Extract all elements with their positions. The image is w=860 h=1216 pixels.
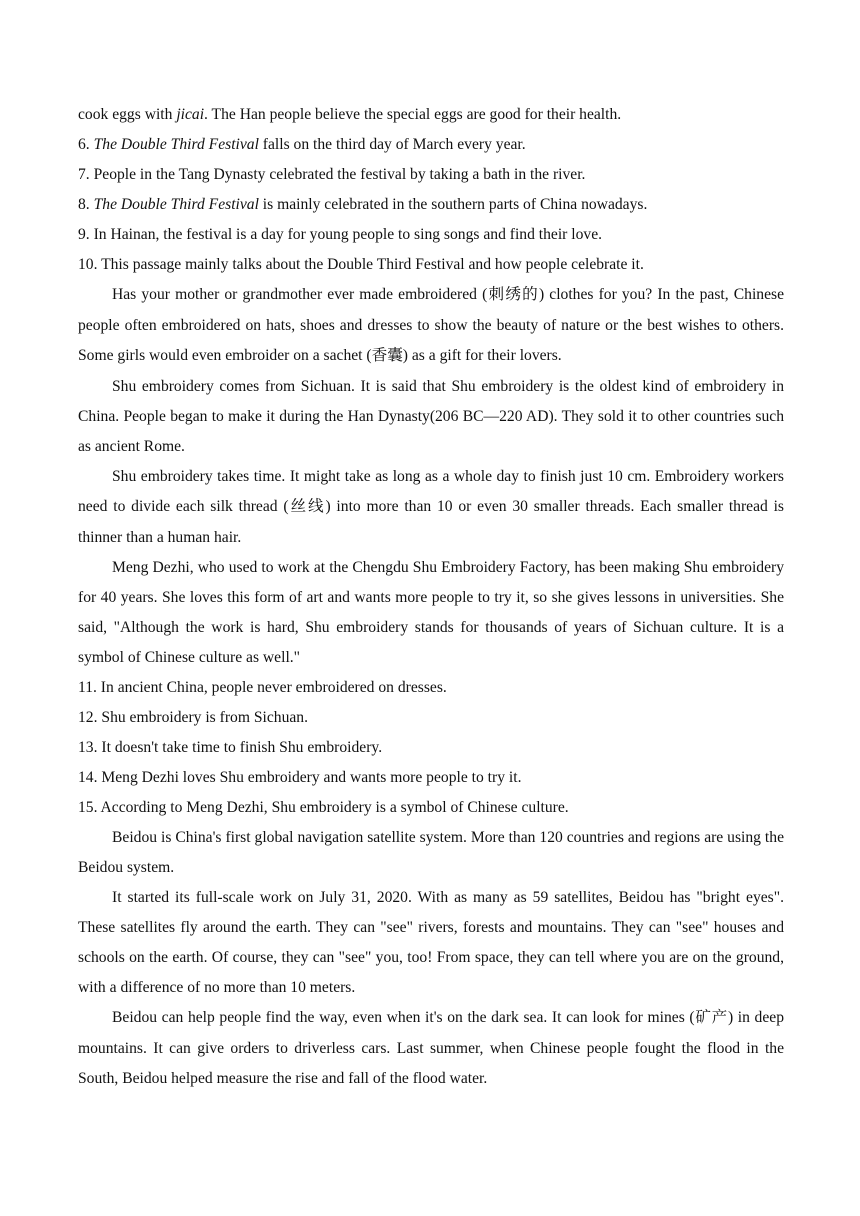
statement-number: 6. [78, 136, 94, 153]
statement-number: 10. [78, 256, 102, 273]
statement-text: In Hainan, the festival is a day for young people to sing songs and find their love. [93, 226, 603, 243]
statement-number: 7. [78, 166, 94, 183]
statement-9 [78, 220, 784, 250]
statement-10 [78, 250, 784, 280]
statement-13: 13. It doesn't take time to finish Shu embroidery. [78, 739, 383, 756]
italic-term: The Double Third Festival [93, 136, 259, 153]
document-page [78, 100, 784, 1095]
italic-term: The Double Third Festival [93, 196, 259, 213]
statement-number: 8. [78, 196, 94, 213]
statement-15: 15. According to Meng Dezhi, Shu embroidery is a symbol of Chinese culture. [78, 799, 569, 816]
statement-11: 11. In ancient China, people never embroidered on dresses. [78, 679, 447, 696]
italic-term: jicai [176, 106, 205, 123]
text-segment: cook eggs with [78, 106, 177, 123]
statement-number: 9. [78, 226, 94, 243]
statement-text: People in the Tang Dynasty celebrated the festival by taking a bath in the river. [93, 166, 586, 183]
statement-14: 14. Meng Dezhi loves Shu embroidery and wants more people to try it. [78, 769, 522, 786]
statement-12: 12. Shu embroidery is from Sichuan. [78, 709, 308, 726]
statement-text: This passage mainly talks about the Double Third Festival and how people celebrate it. [101, 256, 644, 273]
statement-text: falls on the third day of March every year. [258, 136, 526, 153]
text-segment: . The Han people believe the special eggs are good for their health. [204, 106, 622, 123]
embroidery-paragraph-2: Shu embroidery comes from Sichuan. It is said that Shu embroidery is the oldest kind of embroidery in China. People began to make it during the Han Dynasty(206 BC—220 AD). They sold it to other countries such as ancient Rome. [78, 377, 784, 455]
embroidery-paragraph-1: Has your mother or grandmother ever made embroidered (刺绣的) clothes for you? In the past, Chinese people often embroidered on hats, shoes and dresses to show the beauty of nature or the best wishes to others. Some girls would even embroider on a sachet (香囊) as a gift for their lovers. [78, 286, 784, 364]
beidou-paragraph-2: It started its full-scale work on July 31, 2020. With as many as 59 satellites, Beidou has "bright eyes". These satellites fly around the earth. They can "see" rivers, forests and mountains. They can "see" houses and schools on the earth. Of course, they can "see" you, too! From space, they can tell where you are on the ground, with a difference of no more than 10 meters. [78, 889, 784, 996]
statement-7 [78, 160, 784, 190]
statement-6 [78, 130, 784, 160]
embroidery-paragraph-3: Shu embroidery takes time. It might take as long as a whole day to finish just 10 cm. Embroidery workers need to divide each silk thread (丝线) into more than 10 or even 30 smaller threads. Each smaller thread is thinner than a human hair. [78, 467, 784, 546]
statement-text: is mainly celebrated in the southern parts of China nowadays. [258, 196, 648, 213]
statement-8 [78, 190, 784, 220]
beidou-paragraph-3: Beidou can help people find the way, even when it's on the dark sea. It can look for mines (矿产) in deep mountains. It can give orders to driverless cars. Last summer, when Chinese people fought the flood in the South, Beidou helped measure the rise and fall of the flood water. [78, 1009, 784, 1087]
embroidery-paragraph-4: Meng Dezhi, who used to work at the Chengdu Shu Embroidery Factory, has been making Shu embroidery for 40 years. She loves this form of art and wants more people to try it, so she gives lessons in universities. She said, "Although the work is hard, Shu embroidery stands for thousands of years of Sichuan culture. It is a symbol of Chinese culture as well." [78, 559, 784, 666]
festival-text-line [78, 100, 784, 130]
beidou-paragraph-1: Beidou is China's first global navigation satellite system. More than 120 countries and regions are using the Beidou system. [78, 829, 784, 876]
